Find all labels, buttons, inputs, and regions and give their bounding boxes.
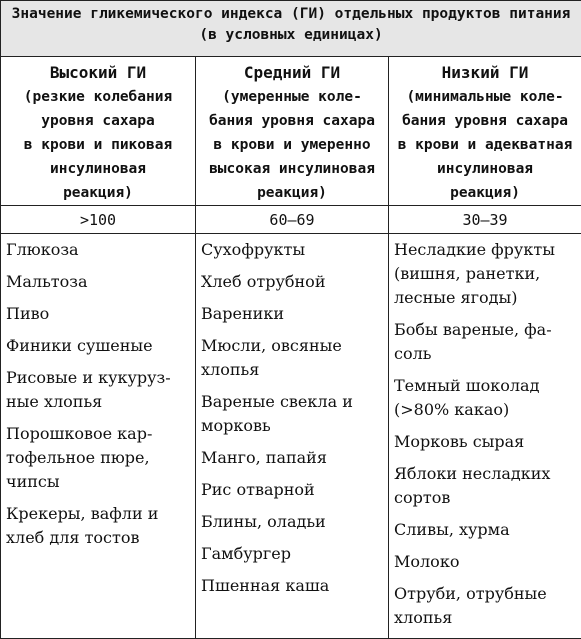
list-item: Бобы вареные, фа- соль bbox=[394, 318, 575, 366]
list-item: Вареники bbox=[201, 302, 382, 326]
range-medium: 60–69 bbox=[196, 206, 389, 234]
items-low bbox=[394, 238, 575, 630]
list-item: Рисовые и кукуруз- ные хлопья bbox=[6, 366, 189, 414]
range-high: >100 bbox=[1, 206, 196, 234]
table-title: Значение гликемического индекса (ГИ) отдельных продуктов питания (в условных единицах) bbox=[1, 1, 581, 57]
list-item: Сливы, хурма bbox=[394, 518, 575, 542]
list-item: Порошковое кар- тофельное пюре, чипсы bbox=[6, 422, 189, 494]
list-item: Глюкоза bbox=[6, 238, 189, 262]
description-high: (резкие колебания уровня сахара в крови и пиковая инсулиновая реакция) bbox=[5, 85, 191, 205]
items-low-cell bbox=[389, 234, 581, 639]
title-row bbox=[1, 1, 581, 57]
list-item: Морковь сырая bbox=[394, 430, 575, 454]
items-medium bbox=[201, 238, 382, 598]
list-item: Пиво bbox=[6, 302, 189, 326]
list-item: Яблоки несладких сортов bbox=[394, 462, 575, 510]
items-medium-cell bbox=[196, 234, 389, 639]
items-high-cell bbox=[1, 234, 196, 639]
header-high bbox=[1, 57, 196, 206]
list-item: Манго, папайя bbox=[201, 446, 382, 470]
list-item: Темный шоколад (>80% какао) bbox=[394, 374, 575, 422]
list-item: Несладкие фрукты (вишня, ранетки, лесные ягоды) bbox=[394, 238, 575, 310]
list-item: Крекеры, вафли и хлеб для тостов bbox=[6, 502, 189, 550]
list-item: Рис отварной bbox=[201, 478, 382, 502]
list-item: Мальтоза bbox=[6, 270, 189, 294]
level-medium: Средний ГИ bbox=[200, 61, 384, 85]
list-item: Молоко bbox=[394, 550, 575, 574]
level-high: Высокий ГИ bbox=[5, 61, 191, 85]
list-item: Мюсли, овсяные хлопья bbox=[201, 334, 382, 382]
list-item: Финики сушеные bbox=[6, 334, 189, 358]
range-row bbox=[1, 206, 581, 234]
header-low bbox=[389, 57, 581, 206]
list-item: Гамбургер bbox=[201, 542, 382, 566]
level-low: Низкий ГИ bbox=[393, 61, 577, 85]
list-item: Вареные свекла и морковь bbox=[201, 390, 382, 438]
items-row bbox=[1, 234, 581, 639]
header-row bbox=[1, 57, 581, 206]
list-item: Отруби, отрубные хлопья bbox=[394, 582, 575, 630]
list-item: Блины, оладьи bbox=[201, 510, 382, 534]
list-item: Пшенная каша bbox=[201, 574, 382, 598]
description-low: (минимальные коле- бания уровня сахара в крови и адекватная инсулиновая реакция) bbox=[393, 85, 577, 205]
header-medium bbox=[196, 57, 389, 206]
range-low: 30–39 bbox=[389, 206, 581, 234]
list-item: Хлеб отрубной bbox=[201, 270, 382, 294]
description-medium: (умеренные коле- бания уровня сахара в крови и умеренно высокая инсулиновая реакция) bbox=[200, 85, 384, 205]
items-high bbox=[6, 238, 189, 550]
list-item: Сухофрукты bbox=[201, 238, 382, 262]
